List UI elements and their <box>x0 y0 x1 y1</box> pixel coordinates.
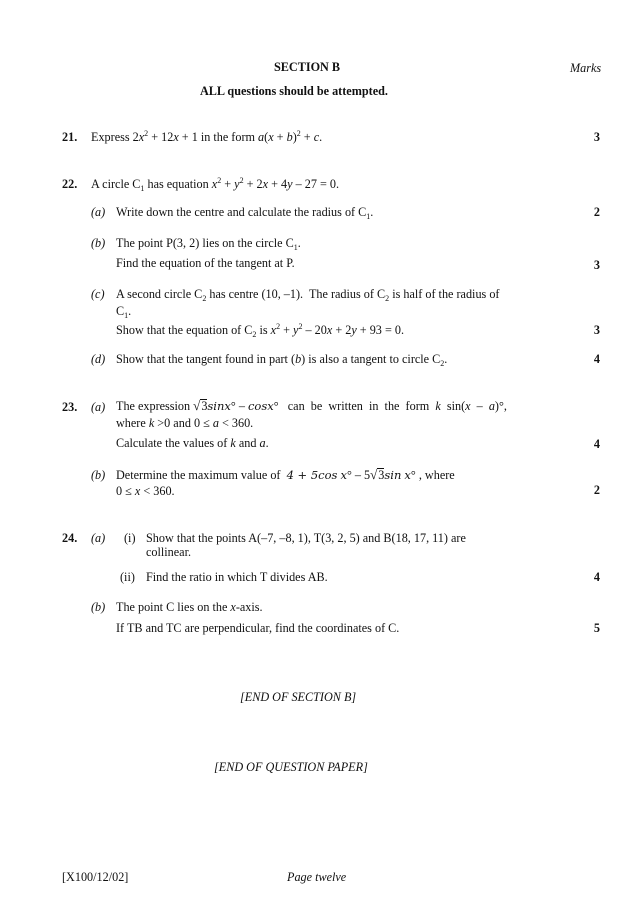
part-label-22c: (c) <box>91 287 105 301</box>
question-22b-line2: Find the equation of the tangent at P. <box>116 256 295 270</box>
question-22c-line3: Show that the equation of $C_2$ is $x^2 + y^2 - 20x + 2y + 93 = 0$. <box>116 322 405 339</box>
part-label-22d: (d) <box>91 352 106 366</box>
question-24b-line1: The point C lies on the x-axis. <box>116 600 263 614</box>
question-22c-line1: A second circle $C_2$ has centre (10, –1). The radius of $C_2$ is half of the radius of <box>116 287 500 303</box>
question-22b-marks: 3 <box>593 258 600 272</box>
question-24a-marks: 4 <box>593 570 600 584</box>
question-23a-line2: where k >0 and 0 ≤ a < 360. <box>116 416 254 430</box>
question-24b-marks: 5 <box>593 621 600 635</box>
question-23a-line1: The expression √3sinx° – cosx° can be written in the form k sin(x – a)°, <box>116 398 507 413</box>
question-22d-text: Show that the tangent found in part (b) is also a tangent to circle $C_2$. <box>116 352 448 368</box>
question-22a-marks: 2 <box>593 205 600 219</box>
question-23b-line1: Determine the maximum value of 4 + 5cos x° – 5√3sin x° , where <box>116 467 455 482</box>
part-label-22b: (b) <box>91 236 106 250</box>
part-label-23a: (a) <box>91 400 106 414</box>
end-of-section: [END OF SECTION B] <box>240 690 357 704</box>
question-number-24: 24. <box>62 531 78 545</box>
subpart-label-24aii: (ii) <box>120 570 135 584</box>
question-number-21: 21. <box>62 130 78 144</box>
question-23a-marks: 4 <box>593 437 600 451</box>
instruction: ALL questions should be attempted. <box>200 84 388 98</box>
question-24aii-text: Find the ratio in which T divides AB. <box>146 570 328 584</box>
marks-heading: Marks <box>570 61 602 75</box>
question-number-22: 22. <box>62 177 78 191</box>
question-22b-line1: The point P(3, 2) lies on the circle $C_1$. <box>116 236 301 252</box>
question-22c-marks: 3 <box>593 323 600 337</box>
question-22-stem: A circle $C_1$ has equation $x^2 + y^2 + 2x + 4y - 27 = 0$. <box>91 176 340 193</box>
question-number-23: 23. <box>62 400 78 414</box>
question-24ai-line2: collinear. <box>146 545 192 559</box>
end-of-paper: [END OF QUESTION PAPER] <box>214 760 368 774</box>
question-24b-line2: If TB and TC are perpendicular, find the coordinates of C. <box>116 621 400 635</box>
question-23b-line2: 0 ≤ x < 360. <box>116 484 175 498</box>
part-label-24a: (a) <box>91 531 106 545</box>
question-24ai-line1: Show that the points A(–7, –8, 1), T(3, 2, 5) and B(18, 17, 11) are <box>146 531 466 545</box>
question-21-marks: 3 <box>593 130 600 144</box>
subpart-label-24ai: (i) <box>124 531 136 545</box>
part-label-23b: (b) <box>91 468 106 482</box>
section-title: SECTION B <box>274 60 341 74</box>
question-23a-line3-text: Calculate the values of <box>116 436 228 450</box>
part-label-22a: (a) <box>91 205 106 219</box>
question-23a-line3: Calculate the values of k and a. <box>116 436 269 450</box>
question-22d-marks: 4 <box>593 352 600 366</box>
page-number: Page twelve <box>287 870 347 884</box>
part-label-24b: (b) <box>91 600 106 614</box>
question-21-text: Express $2x^2 + 12x + 1$ in the form $a(x + b)^2 + c$. <box>91 129 323 144</box>
question-22a-text: Write down the centre and calculate the radius of $C_1$. <box>116 205 374 221</box>
question-23b-marks: 2 <box>593 483 600 497</box>
question-22c-line2: $C_1$. <box>116 304 132 320</box>
paper-code: [X100/12/02] <box>62 870 129 884</box>
